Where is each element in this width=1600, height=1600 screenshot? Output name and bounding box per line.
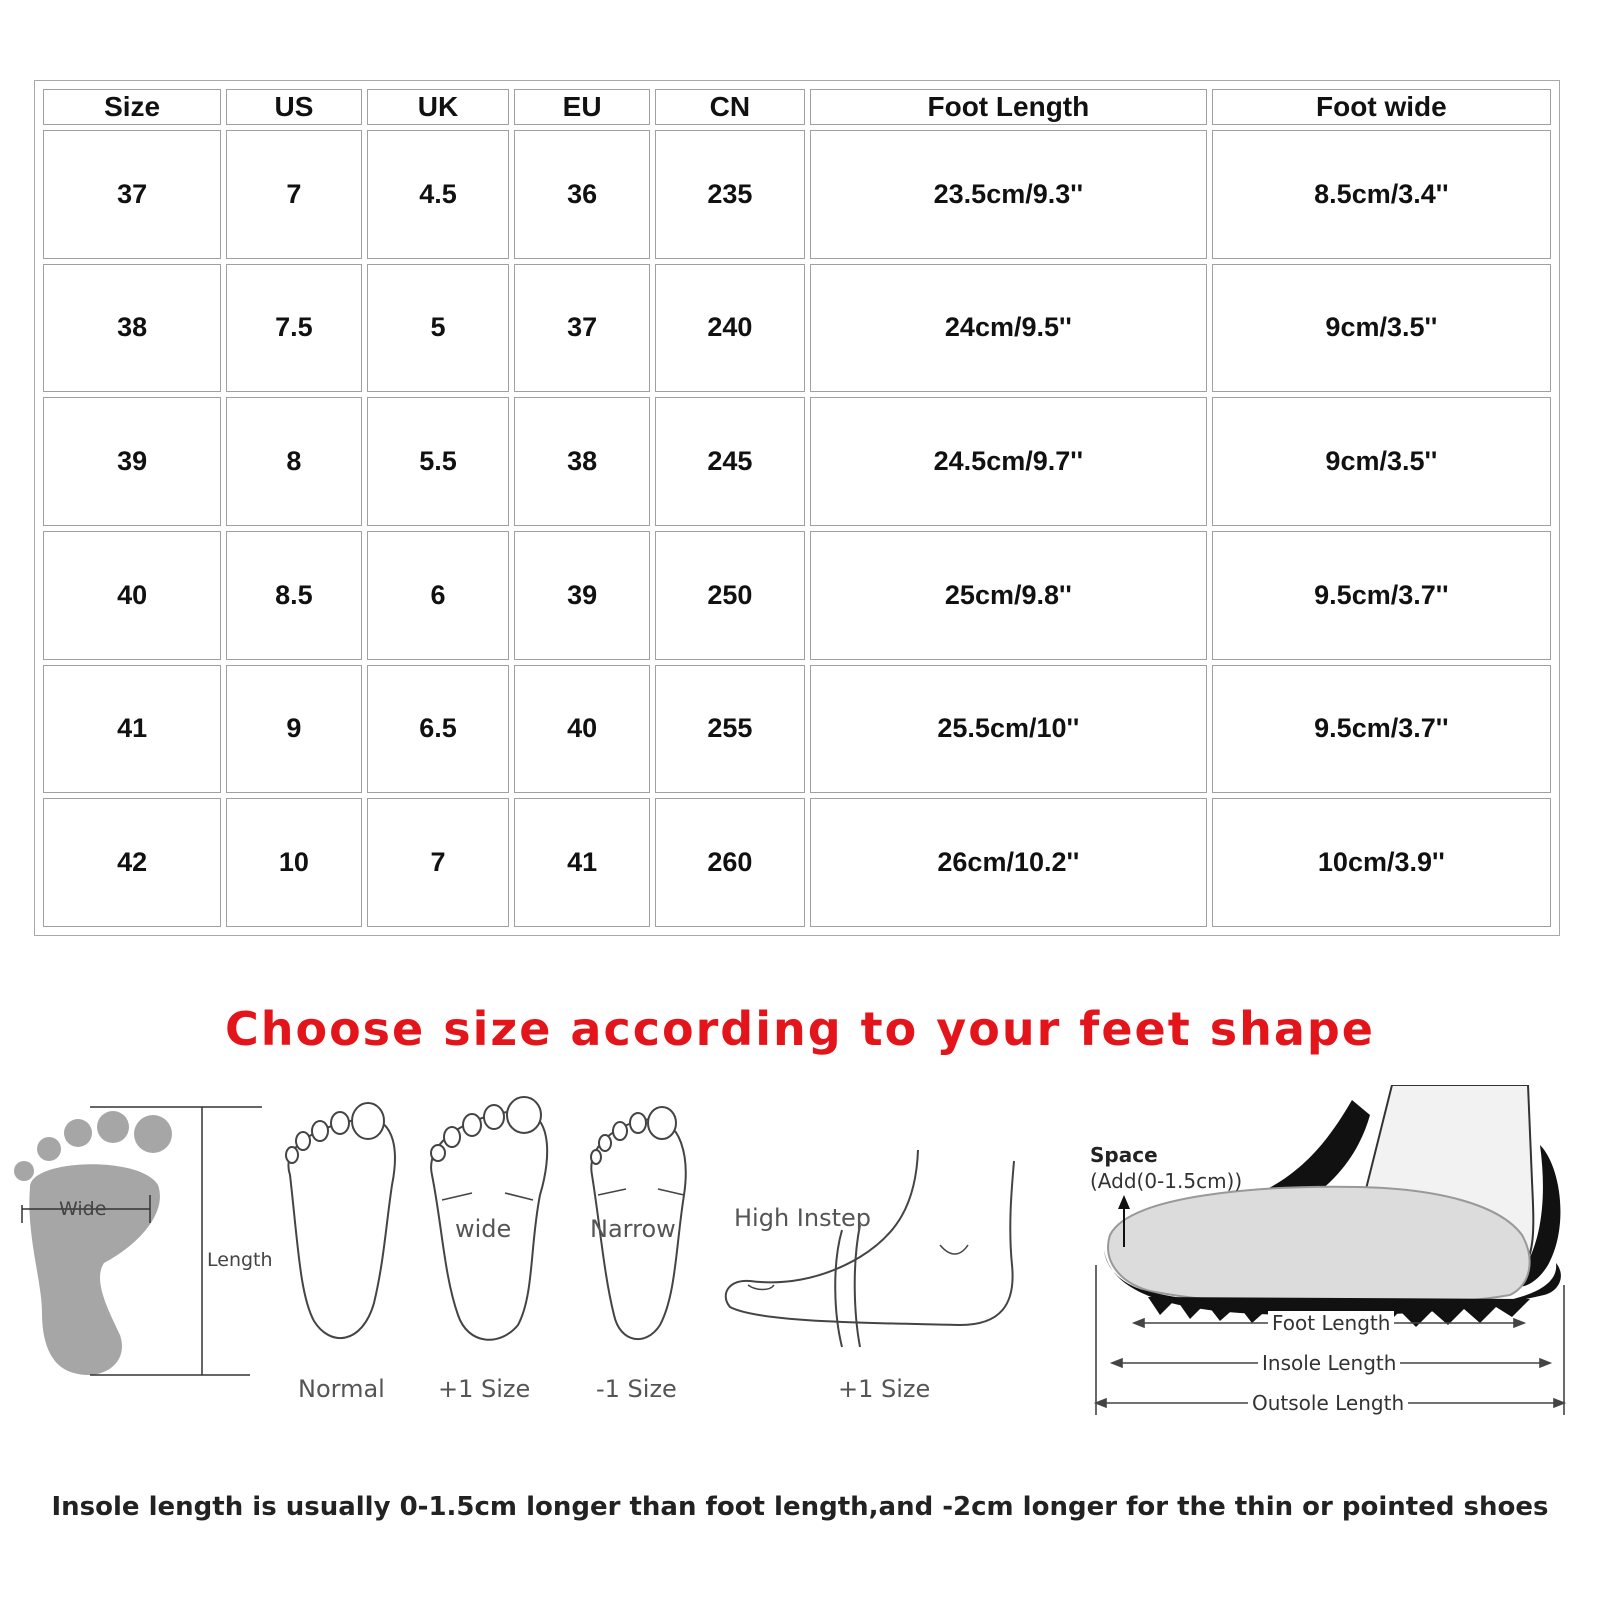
table-cell: 255 bbox=[655, 665, 805, 794]
table-row bbox=[43, 264, 1551, 393]
header-eu: EU bbox=[514, 89, 649, 125]
footnote: Insole length is usually 0-1.5cm longer than foot length,and -2cm longer for the thin or pointed shoes bbox=[51, 1492, 1549, 1522]
table-cell: 40 bbox=[43, 531, 221, 660]
table-cell: 245 bbox=[655, 397, 805, 526]
table-cell: 6.5 bbox=[367, 665, 510, 794]
table-cell: 37 bbox=[43, 130, 221, 259]
normal-foot-advice: Normal bbox=[298, 1375, 385, 1403]
table-row bbox=[43, 130, 1551, 259]
table-cell: 260 bbox=[655, 798, 805, 927]
table-cell: 10cm/3.9'' bbox=[1212, 798, 1551, 927]
table-cell: 7.5 bbox=[226, 264, 361, 393]
shoe-cross-section-icon bbox=[1104, 1085, 1561, 1327]
outsole-length-label: Outsole Length bbox=[1248, 1391, 1408, 1415]
table-cell: 39 bbox=[43, 397, 221, 526]
table-cell: 38 bbox=[43, 264, 221, 393]
table-cell: 9cm/3.5'' bbox=[1212, 397, 1551, 526]
table-cell: 41 bbox=[43, 665, 221, 794]
table-cell: 4.5 bbox=[367, 130, 510, 259]
table-cell: 235 bbox=[655, 130, 805, 259]
high-instep-label: High Instep bbox=[734, 1204, 871, 1232]
table-cell: 25cm/9.8'' bbox=[810, 531, 1207, 660]
wide-measure-label: Wide bbox=[59, 1198, 107, 1220]
table-cell: 9cm/3.5'' bbox=[1212, 264, 1551, 393]
header-foot-length: Foot Length bbox=[810, 89, 1207, 125]
table-cell: 5 bbox=[367, 264, 510, 393]
insole-length-label: Insole Length bbox=[1258, 1351, 1400, 1375]
table-body bbox=[43, 130, 1551, 927]
table-row bbox=[43, 665, 1551, 794]
table-cell: 5.5 bbox=[367, 397, 510, 526]
table-cell: 26cm/10.2'' bbox=[810, 798, 1207, 927]
header-cn: CN bbox=[655, 89, 805, 125]
table-cell: 8 bbox=[226, 397, 361, 526]
narrow-foot-advice: -1 Size bbox=[596, 1375, 677, 1403]
table-cell: 24.5cm/9.7'' bbox=[810, 397, 1207, 526]
table-cell: 8.5cm/3.4'' bbox=[1212, 130, 1551, 259]
table-cell: 38 bbox=[514, 397, 649, 526]
table-cell: 9.5cm/3.7'' bbox=[1212, 531, 1551, 660]
table-cell: 250 bbox=[655, 531, 805, 660]
table-cell: 9 bbox=[226, 665, 361, 794]
table-cell: 6 bbox=[367, 531, 510, 660]
table-cell: 10 bbox=[226, 798, 361, 927]
wide-foot-label: wide bbox=[455, 1215, 512, 1243]
foot-length-label: Foot Length bbox=[1268, 1311, 1394, 1335]
space-label: Space bbox=[1090, 1143, 1158, 1167]
foot-shape-illustrations bbox=[0, 1085, 1600, 1435]
table-header-row bbox=[43, 89, 1551, 125]
table-cell: 8.5 bbox=[226, 531, 361, 660]
table-cell: 41 bbox=[514, 798, 649, 927]
table-cell: 9.5cm/3.7'' bbox=[1212, 665, 1551, 794]
high-instep-foot-icon bbox=[726, 1150, 1014, 1347]
table-cell: 40 bbox=[514, 665, 649, 794]
narrow-foot-label: Narrow bbox=[590, 1215, 676, 1243]
size-table bbox=[38, 84, 1556, 932]
space-sub-label: (Add(0-1.5cm)) bbox=[1090, 1169, 1243, 1193]
header-foot-wide: Foot wide bbox=[1212, 89, 1551, 125]
header-us: US bbox=[226, 89, 361, 125]
table-row bbox=[43, 397, 1551, 526]
table-cell: 7 bbox=[367, 798, 510, 927]
table-cell: 24cm/9.5'' bbox=[810, 264, 1207, 393]
headline: Choose size according to your feet shape bbox=[224, 1002, 1376, 1056]
table-cell: 42 bbox=[43, 798, 221, 927]
length-measure-label: Length bbox=[207, 1249, 273, 1271]
table-row bbox=[43, 531, 1551, 660]
table-cell: 37 bbox=[514, 264, 649, 393]
table-cell: 36 bbox=[514, 130, 649, 259]
wide-foot-advice: +1 Size bbox=[438, 1375, 531, 1403]
header-uk: UK bbox=[367, 89, 510, 125]
normal-foot-icon bbox=[286, 1103, 395, 1338]
table-row bbox=[43, 798, 1551, 927]
high-instep-advice: +1 Size bbox=[838, 1375, 931, 1403]
table-cell: 23.5cm/9.3'' bbox=[810, 130, 1207, 259]
table-cell: 7 bbox=[226, 130, 361, 259]
size-chart bbox=[34, 80, 1560, 936]
table-cell: 39 bbox=[514, 531, 649, 660]
header-size: Size bbox=[43, 89, 221, 125]
table-cell: 25.5cm/10'' bbox=[810, 665, 1207, 794]
table-cell: 240 bbox=[655, 264, 805, 393]
gray-foot-icon bbox=[14, 1111, 172, 1375]
